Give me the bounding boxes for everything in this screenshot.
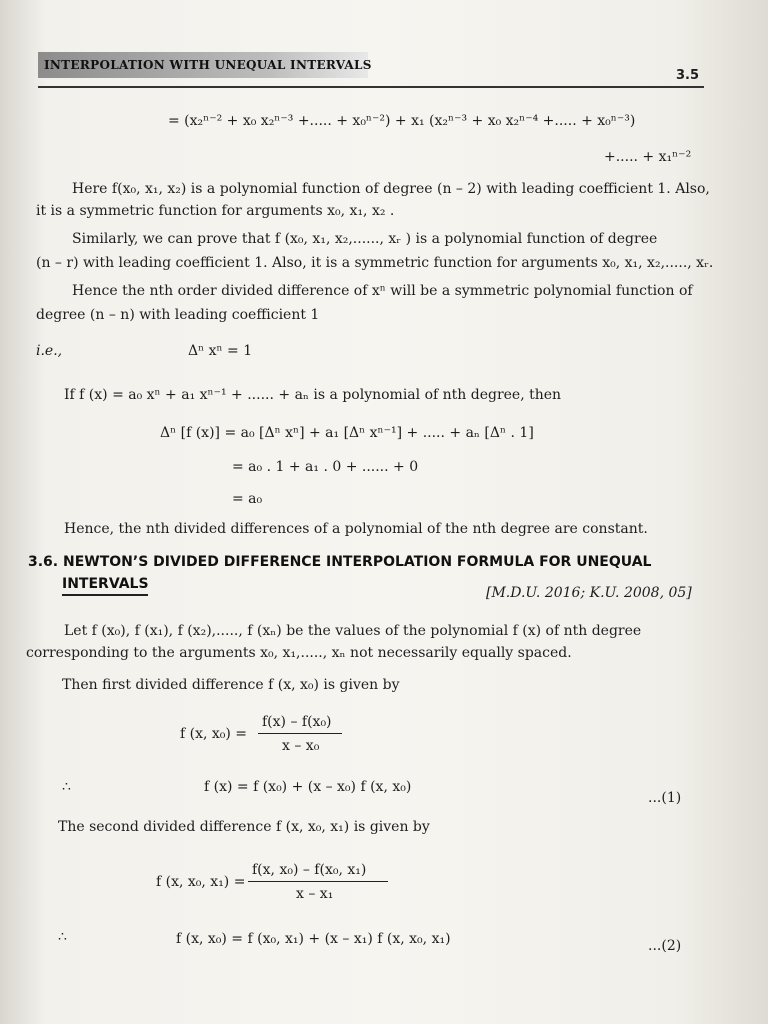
formula-2-numerator: f(x, x₀) – f(x₀, x₁) (252, 862, 367, 878)
equation-2-number: ...(2) (648, 938, 682, 954)
equation-continued-line-1: = (x₂ⁿ⁻² + x₀ x₂ⁿ⁻³ +..... + x₀ⁿ⁻²) + x₁ (x₂ⁿ⁻³ + x₀ x₂ⁿ⁻⁴ +..... + x₀ⁿ⁻³) (168, 113, 636, 129)
formula-2-denominator: x – x₁ (296, 886, 334, 902)
equation-delta-xn: Δⁿ xⁿ = 1 (188, 343, 253, 359)
paragraph-4: If f (x) = a₀ xⁿ + a₁ xⁿ⁻¹ + ...... + aₙ is a polynomial of nth degree, then (64, 387, 562, 403)
paragraph-2-line-1: Similarly, we can prove that f (x₀, x₁, x₂,......, xᵣ ) is a polynomial function of degree (72, 231, 658, 247)
formula-2-lhs: f (x, x₀, x₁) = (156, 874, 246, 890)
paragraph-3-line-1: Hence the nth order divided difference of xⁿ will be a symmetric polynomial function of (72, 283, 693, 299)
exam-reference: [M.D.U. 2016; K.U. 2008, 05] (486, 585, 692, 601)
section-heading-line-1: 3.6. NEWTON’S DIVIDED DIFFERENCE INTERPOLATION FORMULA FOR UNEQUAL (28, 554, 652, 570)
section-heading-underline (62, 594, 148, 596)
page-number: 3.5 (676, 68, 700, 83)
paragraph-1-line-1: Here f(x₀, x₁, x₂) is a polynomial function of degree (n – 2) with leading coefficient 1. Also, (72, 181, 710, 197)
equation-1: f (x) = f (x₀) + (x – x₀) f (x, x₀) (204, 779, 412, 795)
therefore-symbol-1: ∴ (62, 779, 71, 795)
paragraph-7: Then first divided difference f (x, x₀) is given by (62, 677, 400, 693)
running-header-title: INTERPOLATION WITH UNEQUAL INTERVALS (44, 58, 372, 72)
header-rule (38, 86, 704, 88)
formula-1-numerator: f(x) – f(x₀) (262, 714, 332, 730)
equation-delta-f: Δⁿ [f (x)] = a₀ [Δⁿ xⁿ] + a₁ [Δⁿ xⁿ⁻¹] + ..... + aₙ [Δⁿ . 1] (160, 425, 534, 441)
therefore-symbol-2: ∴ (58, 929, 67, 945)
equation-step-3: = a₀ (232, 491, 263, 507)
ie-label: i.e., (36, 343, 63, 359)
paragraph-1-line-2: it is a symmetric function for arguments x₀, x₁, x₂ . (36, 203, 395, 219)
section-heading-line-2: INTERVALS (62, 576, 149, 592)
equation-1-number: ...(1) (648, 790, 682, 806)
formula-1-denominator: x – x₀ (282, 738, 320, 754)
paragraph-6-line-2: corresponding to the arguments x₀, x₁,....., xₙ not necessarily equally spaced. (26, 645, 572, 661)
paragraph-5: Hence, the nth divided differences of a polynomial of the nth degree are constant. (64, 521, 648, 537)
paragraph-2-line-2: (n – r) with leading coefficient 1. Also, it is a symmetric function for arguments x₀, x₁, x₂,....., xᵣ. (36, 255, 714, 271)
formula-1-fraction-bar (258, 733, 342, 734)
equation-step-2: = a₀ . 1 + a₁ . 0 + ...... + 0 (232, 459, 419, 475)
paragraph-3-line-2: degree (n – n) with leading coefficient 1 (36, 307, 320, 323)
formula-2-fraction-bar (248, 881, 388, 882)
paragraph-8: The second divided difference f (x, x₀, x₁) is given by (58, 819, 430, 835)
equation-2: f (x, x₀) = f (x₀, x₁) + (x – x₁) f (x, x₀, x₁) (176, 931, 451, 947)
paragraph-6-line-1: Let f (x₀), f (x₁), f (x₂),....., f (xₙ) be the values of the polynomial f (x) of nth degree (64, 623, 642, 639)
equation-continued-line-2: +..... + x₁ⁿ⁻² (604, 149, 692, 165)
formula-1-lhs: f (x, x₀) = (180, 726, 248, 742)
